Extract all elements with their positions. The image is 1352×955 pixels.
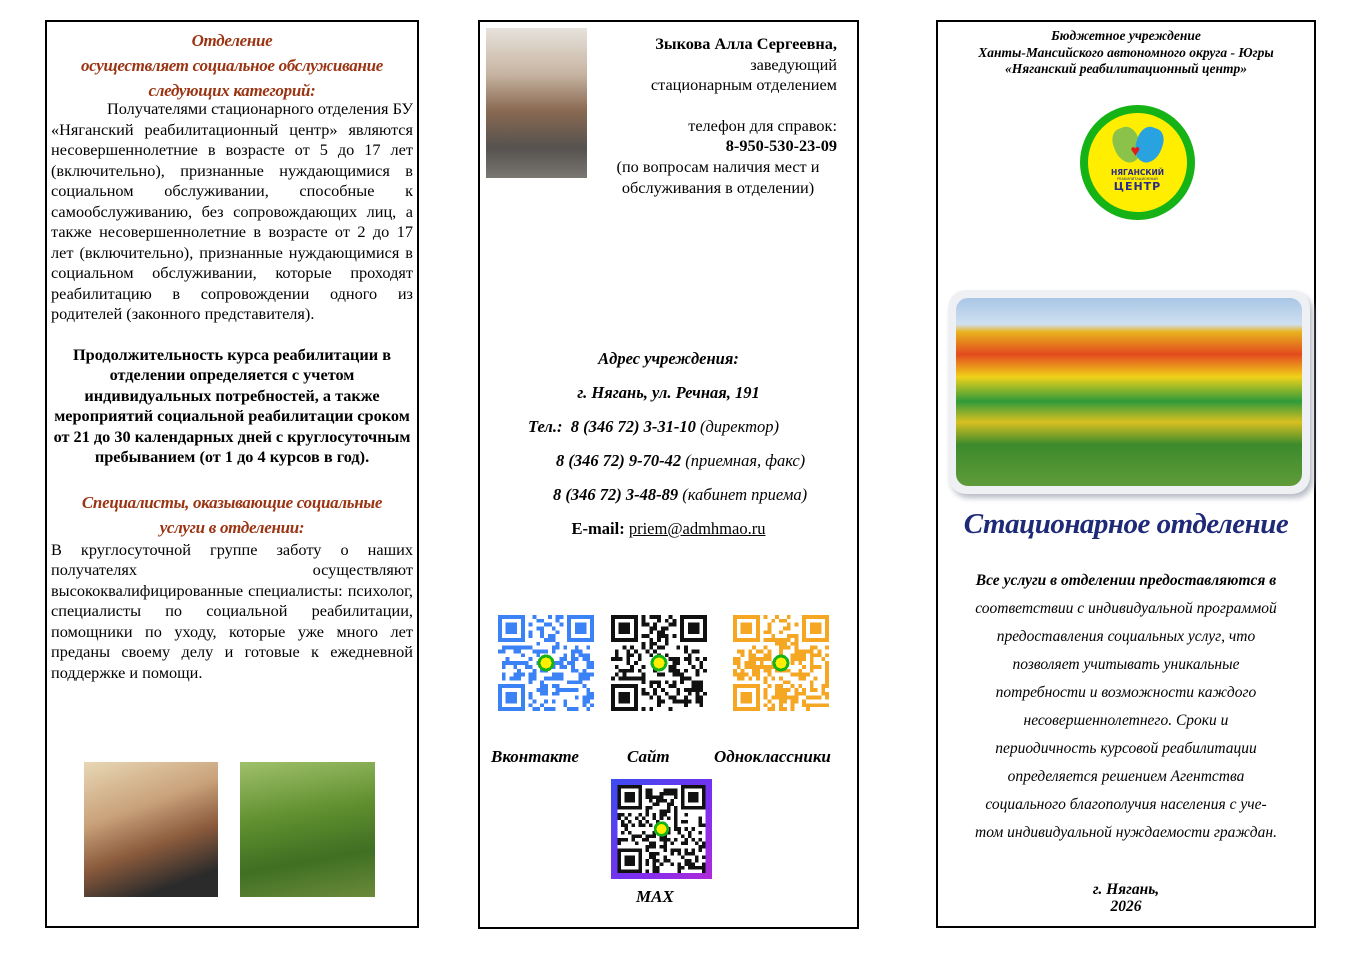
heading-line: осуществляет социальное обслуживание (80, 56, 384, 75)
tel-label: Тел.: (528, 417, 563, 436)
specialists-paragraph: В круглосуточной группе заботу о наших получателях осуществляют высококвалифицированные специалисты: психолог, специалисты по социальной реабилитации, помощники по уходу, которые уже много лет преданы своему делу и готовые к ежедневной поддержке и помощи. (51, 539, 413, 682)
brochure-title: Стационарное отделение (963, 508, 1289, 540)
email-label: E-mail: (571, 519, 625, 538)
org-name (938, 28, 1314, 78)
max-qr-code[interactable] (611, 779, 712, 879)
heading-line: Специалисты, оказывающие социальные (81, 492, 383, 512)
building-photo (956, 298, 1302, 486)
phone-note: (приемная, факс) (685, 451, 806, 470)
vk-label: Вконтакте (491, 747, 579, 766)
services-text (938, 567, 1314, 847)
phone-office: 8 (346 72) 3-48-89 (553, 485, 679, 504)
text-line: социального благополучия населения с уче- (985, 796, 1267, 813)
phone-label: телефон для справок: (688, 115, 837, 135)
categories-heading (47, 28, 417, 103)
head-role: стационарным отделением (650, 75, 837, 94)
logo-text: РЕАБИЛИТАЦИОННЫЙ (1117, 177, 1158, 181)
head-name: Зыкова Алла Сергеевна, (655, 34, 837, 53)
center-logo (1080, 105, 1195, 220)
text-line: определяется решением Агентства (1007, 768, 1245, 785)
site-label: Сайт (627, 747, 670, 766)
head-portrait-photo (486, 28, 587, 178)
contacts-block (480, 342, 857, 546)
org-line: Ханты-Мансийского автономного округа - Югры (978, 44, 1274, 60)
city-year (938, 881, 1314, 915)
phone-number: 8-950-530-23-09 (725, 136, 837, 155)
phone-note (598, 157, 838, 198)
children-at-computer-photo (84, 762, 218, 897)
email-link[interactable]: priem@admhmao.ru (628, 519, 766, 538)
heading-line: Отделение (191, 31, 273, 50)
phone-note: (кабинет приема) (682, 485, 808, 504)
duration-paragraph: Продолжительность курса реабилитации в отделении определяется с учетом индивидуальных потребностей, а также мероприятий социальной реабилитации сроком от 21 до 30 календарных дней с круглосуточным пребыванием (от 1 до 4 курсов в год). (53, 344, 411, 466)
year: 2026 (1110, 898, 1142, 915)
heading-line: следующих категорий: (148, 81, 316, 100)
specialists-heading (47, 490, 417, 540)
phone-director: 8 (346 72) 3-31-10 (570, 417, 696, 436)
hands-heart-icon: ♥ (1112, 123, 1164, 169)
org-line: «Няганский реабилитационный центр» (1005, 61, 1247, 76)
text-line: позволяет учитывать уникальные (1012, 656, 1240, 673)
ok-label: Одноклассники (714, 747, 831, 766)
text-line: потребности и возможности каждого (995, 684, 1257, 701)
phone-note: (директор) (699, 417, 780, 436)
max-label: MAX (636, 887, 674, 906)
head-role: заведующий (750, 54, 837, 74)
text-line: периодичность курсовой реабилитации (995, 740, 1257, 757)
phone-reception: 8 (346 72) 9-70-42 (556, 451, 682, 470)
ok-qr-code[interactable] (733, 615, 829, 711)
middle-panel (478, 20, 859, 929)
logo-text: НЯГАНСКИЙ (1110, 168, 1165, 177)
site-qr-code[interactable] (611, 615, 707, 711)
address-label: Адрес учреждения: (598, 349, 739, 368)
vk-qr-code[interactable] (498, 615, 594, 711)
phone-note-line: обслуживания в отделении) (621, 177, 815, 197)
text-line: предоставления социальных услуг, что (996, 628, 1256, 645)
text-line: Все услуги в отделении предоставляются в (975, 572, 1277, 589)
phone-note-line: (по вопросам наличия мест и (616, 157, 820, 176)
text-line: несовершеннолетнего. Сроки и (1023, 712, 1229, 729)
head-info (651, 34, 837, 157)
gardening-photo (240, 762, 375, 897)
right-panel (936, 20, 1316, 928)
heading-line: услуги в отделении: (159, 517, 305, 537)
org-line: Бюджетное учреждение (1051, 28, 1201, 43)
logo-text: ЦЕНТР (1113, 180, 1162, 193)
recipients-paragraph: Получателями стационарного отделения БУ «Няганский реабилитационный центр» являются несовершеннолетние в возрасте от 5 до 17 лет (включительно), признанные нуждающимися в социальном обслуживании, способные к самообслуживанию, без сопровождающих лиц, а также несовершеннолетние в возрасте от 2 до 17 лет (включительно), признанные нуждающимися в социальном обслуживании, которые проходят реабилитацию в сопровождении одного из родителей (законного представителя). (51, 99, 413, 323)
text-line: соответствии с индивидуальной программой (975, 600, 1277, 617)
building-photo-frame (948, 290, 1310, 494)
left-panel (45, 20, 419, 928)
city: г. Нягань, (1092, 881, 1160, 898)
address: г. Нягань, ул. Речная, 191 (577, 383, 760, 402)
text-line: том индивидуальной нуждаемости граждан. (975, 824, 1277, 841)
